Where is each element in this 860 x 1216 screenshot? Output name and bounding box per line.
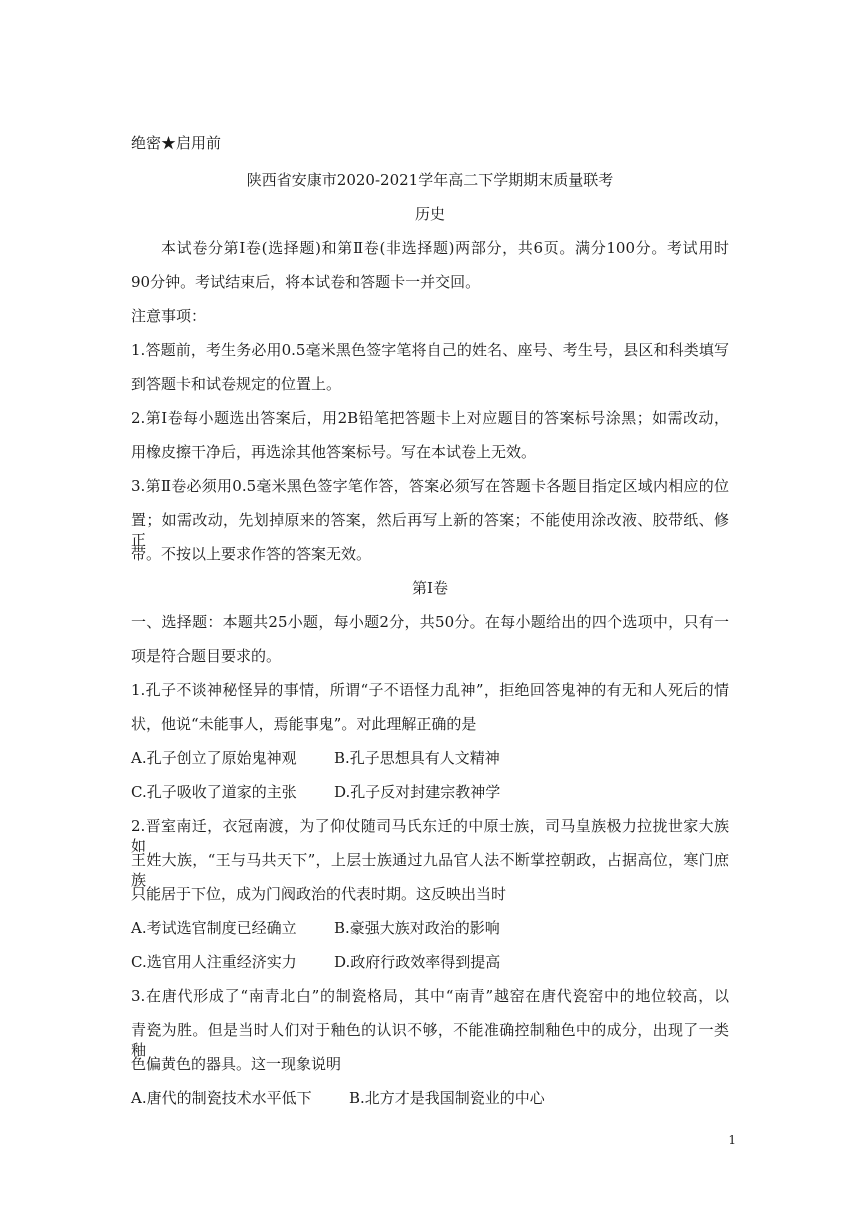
- notice-item-2: 2.第I卷每小题选出答案后，用2B铅笔把答题卡上对应题目的答案标号涂黑；如需改动，: [131, 409, 729, 427]
- question-2-option-b: B.豪强大族对政治的影响: [334, 919, 500, 937]
- question-2-option-c: C.选官用人注重经济实力: [131, 953, 297, 971]
- question-2-option-d: D.政府行政效率得到提高: [334, 953, 501, 971]
- section-instructions: 项是符合题目要求的。: [131, 647, 282, 665]
- page-number: 1: [728, 1133, 736, 1147]
- question-1-option-a: A.孔子创立了原始鬼神观: [131, 749, 297, 767]
- confidential-mark: 绝密★启用前: [131, 134, 222, 152]
- notice-item-3: 置；如需改动，先划掉原来的答案，然后再写上新的答案；不能使用涂改液、胶带纸、修正: [131, 511, 729, 549]
- subject-title: 历史: [414, 205, 445, 223]
- question-3-stem: 色偏黄色的器具。这一现象说明: [131, 1055, 342, 1073]
- notice-heading: 注意事项：: [131, 307, 207, 325]
- section-instructions: 一、选择题：本题共25小题，每小题2分，共50分。在每小题给出的四个选项中，只有一: [131, 613, 729, 631]
- exam-title: 陕西省安康市2020-2021学年高二下学期期末质量联考: [246, 171, 614, 189]
- question-1-stem: 状，他说“未能事人，焉能事鬼”。对此理解正确的是: [131, 715, 477, 733]
- question-3-option-b: B.北方才是我国制瓷业的中心: [349, 1089, 545, 1107]
- question-2-option-a: A.考试选官制度已经确立: [131, 919, 297, 937]
- notice-item-1: 1.答题前，考生务必用0.5毫米黑色签字笔将自己的姓名、座号、考生号，县区和科类填写: [131, 341, 729, 359]
- question-3-option-a: A.唐代的制瓷技术水平低下: [131, 1089, 312, 1107]
- part-title: 第I卷: [412, 579, 448, 597]
- intro-line: 本试卷分第I卷(选择题)和第Ⅱ卷(非选择题)两部分，共6页。满分100分。考试用时: [161, 239, 729, 257]
- question-3-stem: 青瓷为胜。但是当时人们对于釉色的认识不够，不能准确控制釉色中的成分，出现了一类釉: [131, 1021, 729, 1059]
- notice-item-3: 3.第Ⅱ卷必须用0.5毫米黑色签字笔作答，答案必须写在答题卡各题目指定区域内相应的位: [131, 477, 729, 495]
- intro-line: 90分钟。考试结束后，将本试卷和答题卡一并交回。: [131, 273, 481, 291]
- question-3-stem: 3.在唐代形成了“南青北白”的制瓷格局，其中“南青”越窑在唐代瓷窑中的地位较高，以: [131, 987, 729, 1005]
- question-1-option-b: B.孔子思想具有人文精神: [334, 749, 500, 767]
- question-1-option-d: D.孔子反对封建宗教神学: [334, 783, 501, 801]
- notice-item-3: 带。不按以上要求作答的答案无效。: [131, 545, 372, 563]
- question-2-stem: 王姓大族，“王与马共天下”，上层士族通过九品官人法不断掌控朝政，占据高位，寒门庶族: [131, 851, 729, 889]
- question-1-stem: 1.孔子不谈神秘怪异的事情，所谓“子不语怪力乱神”，拒绝回答鬼神的有无和人死后的情: [131, 681, 729, 699]
- question-2-stem: 只能居于下位，成为门阀政治的代表时期。这反映出当时: [131, 885, 507, 903]
- question-1-option-c: C.孔子吸收了道家的主张: [131, 783, 297, 801]
- notice-item-1: 到答题卡和试卷规定的位置上。: [131, 375, 342, 393]
- question-2-stem: 2.晋室南迁，衣冠南渡，为了仰仗随司马氏东迁的中原士族，司马皇族极力拉拢世家大族如: [131, 817, 729, 855]
- notice-item-2: 用橡皮擦干净后，再选涂其他答案标号。写在本试卷上无效。: [131, 443, 537, 461]
